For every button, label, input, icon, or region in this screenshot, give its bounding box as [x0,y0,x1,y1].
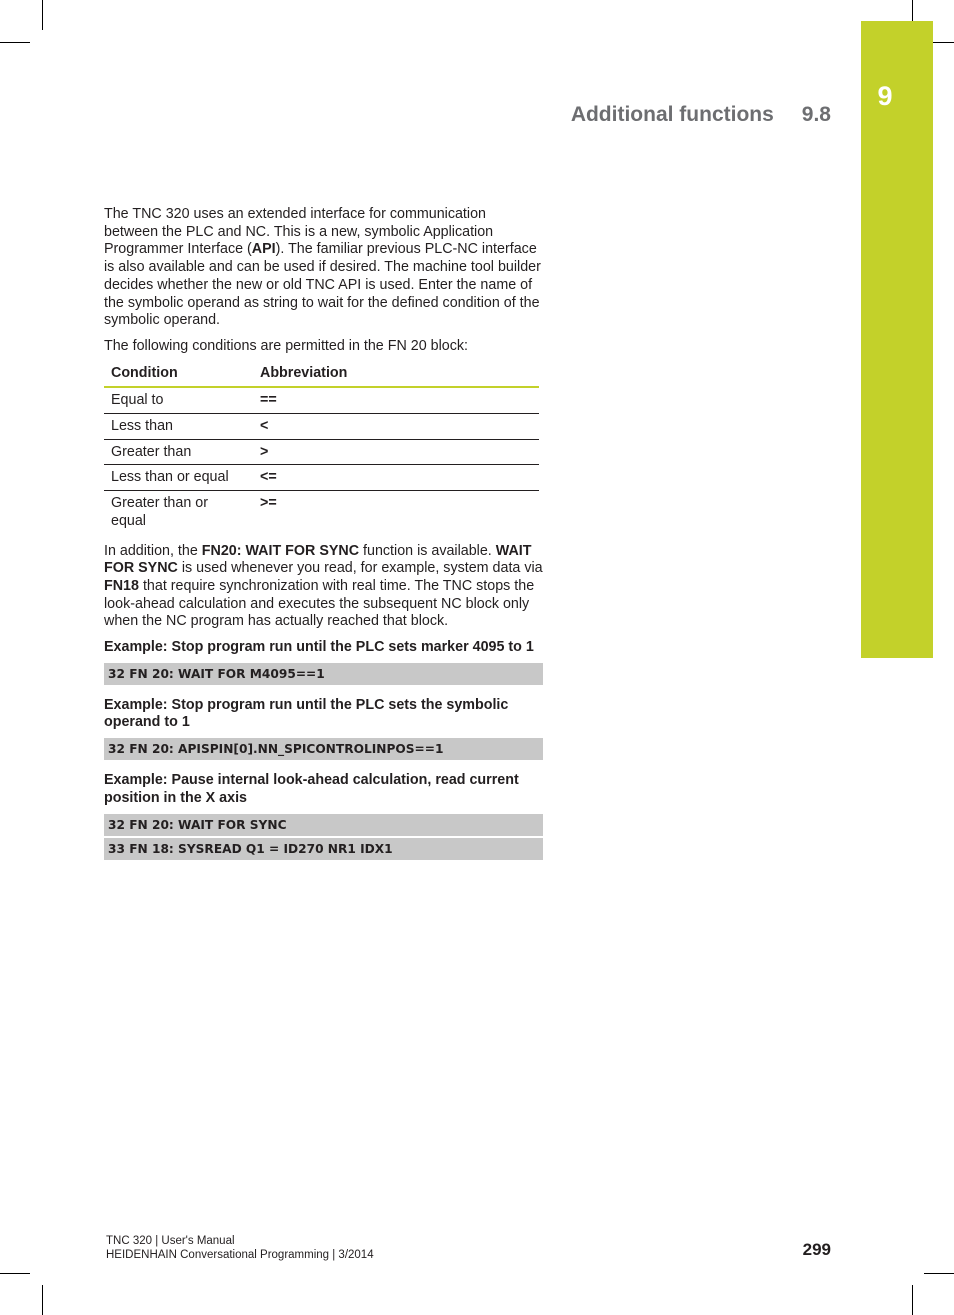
text-run-bold: FN18 [104,577,139,594]
example-title: Example: Pause internal look-ahead calculation, read current position in the X axis [104,772,519,806]
column-header: Condition [104,360,253,388]
page-number: 299 [802,1240,831,1259]
crop-mark [0,42,30,43]
abbreviation-cell: == [253,387,539,413]
table-header-row [104,360,539,388]
condition-cell: Equal to [104,387,253,413]
example-2 [104,697,543,760]
table-intro: The following conditions are permitted in the FN 20 block: [104,337,468,354]
text-run: that require synchronization with real time. The TNC stops the look-ahead calculation and executes the subsequent NC block only when the NC program has actually reached that block. [104,577,535,630]
code-line: 32 FN 20: WAIT FOR SYNC [104,814,543,836]
footer-edition: HEIDENHAIN Conversational Programming | 3/2014 [106,1249,374,1261]
condition-cell: Greater than [104,439,253,465]
crop-mark [924,1273,954,1274]
example-title: Example: Stop program run until the PLC sets marker 4095 to 1 [104,639,534,656]
code-block [104,738,543,760]
abbreviation-cell: >= [260,495,277,512]
condition-cell: Less than [104,414,253,440]
conditions-table [104,360,539,534]
crop-mark [42,0,43,30]
intro-paragraph [104,206,543,330]
code-line: 32 FN 20: APISPIN[0].NN_SPICONTROLINPOS==1 [104,738,543,760]
chapter-number: 9 [877,81,893,111]
footer-manual-title: TNC 320 | User's Manual [106,1235,235,1247]
section-heading [571,103,831,127]
crop-mark [0,1273,30,1274]
code-line: 33 FN 18: SYSREAD Q1 = ID270 NR1 IDX1 [104,838,543,860]
addition-paragraph [104,543,543,632]
table-row [104,491,539,534]
text-run-bold: FN20: WAIT FOR SYNC [201,542,360,559]
code-line: 32 FN 20: WAIT FOR M4095==1 [104,663,543,685]
table-row [104,414,539,440]
table-row [104,465,539,491]
example-3 [104,772,543,859]
table-row [104,387,539,413]
crop-mark [42,1285,43,1315]
text-run: ). The familiar previous PLC-NC interface is also available and can be used if desired. The machine tool builder decides whether the new or old TNC API is used. Enter the name of the symbolic operand as string to wait for the defined condition of the symbolic operand. [104,241,541,329]
text-run: The TNC 320 uses an extended interface for communication between the PLC and NC. This is a new, symbolic Application Programmer Interface ( [104,206,494,258]
example-title: Example: Stop program run until the PLC sets the symbolic operand to 1 [104,696,509,731]
text-run: function is available. [359,542,496,559]
main-content [104,206,543,872]
footer [106,1234,374,1262]
chapter-tab [861,21,933,658]
section-number: 9.8 [801,103,831,126]
abbreviation-cell: <= [253,465,539,491]
code-block [104,663,543,685]
column-header: Abbreviation [253,360,539,388]
abbreviation-cell: > [253,439,539,465]
crop-mark [912,1285,913,1315]
text-run: In addition, the [104,542,202,559]
abbreviation-cell: < [253,414,539,440]
text-run: is used whenever you read, for example, system data via [177,560,543,577]
code-block [104,814,543,860]
condition-cell: Less than or equal [104,465,253,491]
text-run-bold: API [251,241,276,258]
section-title: Additional functions [570,103,774,126]
condition-cell: Greater than or equal [111,495,208,529]
table-row [104,439,539,465]
text-run-bold: WAIT FOR SYNC [104,542,532,577]
example-1 [104,639,543,685]
